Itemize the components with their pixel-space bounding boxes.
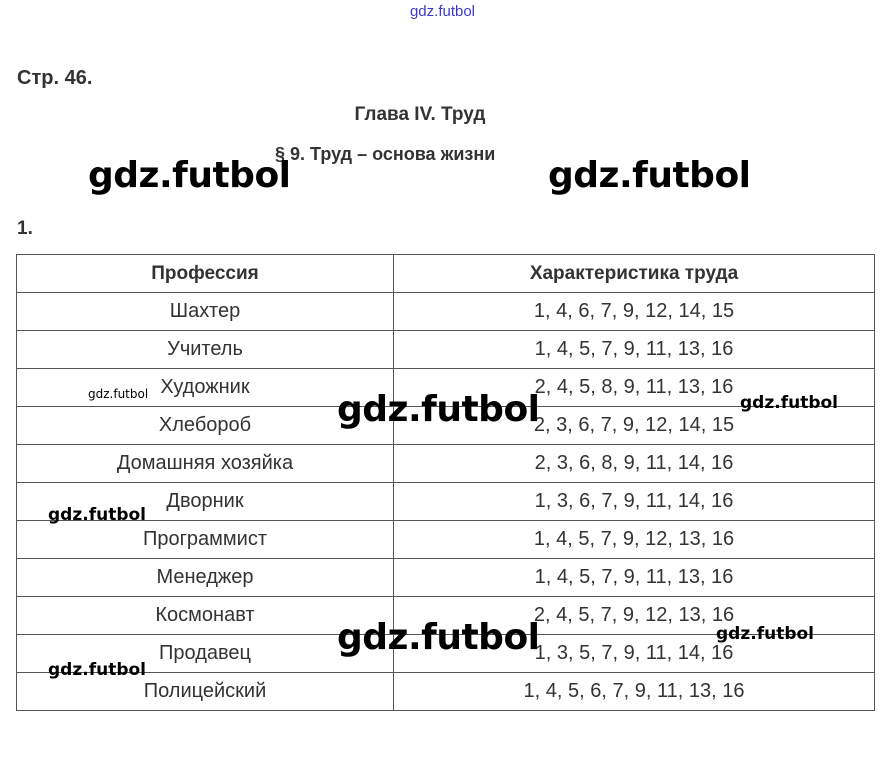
table-row — [17, 559, 875, 597]
traits-cell: 2, 4, 5, 7, 9, 12, 13, 16 — [394, 597, 875, 635]
traits-cell: 1, 4, 5, 6, 7, 9, 11, 13, 16 — [394, 673, 875, 711]
traits-cell: 2, 4, 5, 8, 9, 11, 13, 16 — [394, 369, 875, 407]
profession-cell: Домашняя хозяйка — [17, 445, 394, 483]
table-row — [17, 293, 875, 331]
traits-cell: 1, 4, 6, 7, 9, 12, 14, 15 — [394, 293, 875, 331]
chapter-title: Глава IV. Труд — [354, 104, 486, 125]
table-row — [17, 673, 875, 711]
watermark-overlay: gdz.futbol — [548, 155, 751, 196]
task-number: 1. — [17, 218, 33, 239]
watermark-overlay: gdz.futbol — [48, 505, 146, 525]
traits-cell: 1, 3, 5, 7, 9, 11, 14, 16 — [394, 635, 875, 673]
profession-cell: Полицейский — [17, 673, 394, 711]
section-title: § 9. Труд – основа жизни — [275, 144, 496, 164]
watermark-overlay: gdz.futbol — [48, 660, 146, 680]
watermark-overlay: gdz.futbol — [740, 393, 838, 413]
traits-cell: 1, 4, 5, 7, 9, 11, 13, 16 — [394, 559, 875, 597]
watermark-overlay: gdz.futbol — [337, 389, 540, 430]
watermark-overlay: gdz.futbol — [716, 624, 814, 644]
table-row — [17, 521, 875, 559]
profession-cell: Космонавт — [17, 597, 394, 635]
traits-cell: 1, 4, 5, 7, 9, 11, 13, 16 — [394, 331, 875, 369]
profession-cell: Продавец — [17, 635, 394, 673]
profession-cell: Художник — [17, 369, 394, 407]
profession-cell: Шахтер — [17, 293, 394, 331]
traits-cell: 1, 4, 5, 7, 9, 12, 13, 16 — [394, 521, 875, 559]
table-row — [17, 331, 875, 369]
profession-cell: Менеджер — [17, 559, 394, 597]
table-row — [17, 597, 875, 635]
table-header-row — [17, 255, 875, 293]
top-watermark: gdz.futbol — [409, 3, 476, 20]
column-header-profession: Профессия — [17, 255, 394, 293]
table-row — [17, 635, 875, 673]
professions-table — [16, 254, 875, 711]
watermark-overlay: gdz.futbol — [88, 155, 291, 196]
watermark-overlay: gdz.futbol — [337, 617, 540, 658]
watermark-overlay: gdz.futbol — [88, 387, 149, 401]
profession-cell: Дворник — [17, 483, 394, 521]
profession-cell: Учитель — [17, 331, 394, 369]
traits-cell: 2, 3, 6, 8, 9, 11, 14, 16 — [394, 445, 875, 483]
profession-cell: Хлебороб — [17, 407, 394, 445]
profession-cell: Программист — [17, 521, 394, 559]
table-row — [17, 445, 875, 483]
traits-cell: 2, 3, 6, 7, 9, 12, 14, 15 — [394, 407, 875, 445]
table-row — [17, 483, 875, 521]
table-row — [17, 369, 875, 407]
traits-cell: 1, 3, 6, 7, 9, 11, 14, 16 — [394, 483, 875, 521]
table-row — [17, 407, 875, 445]
column-header-traits: Характеристика труда — [394, 255, 875, 293]
page-reference: Стр. 46. — [17, 67, 93, 89]
